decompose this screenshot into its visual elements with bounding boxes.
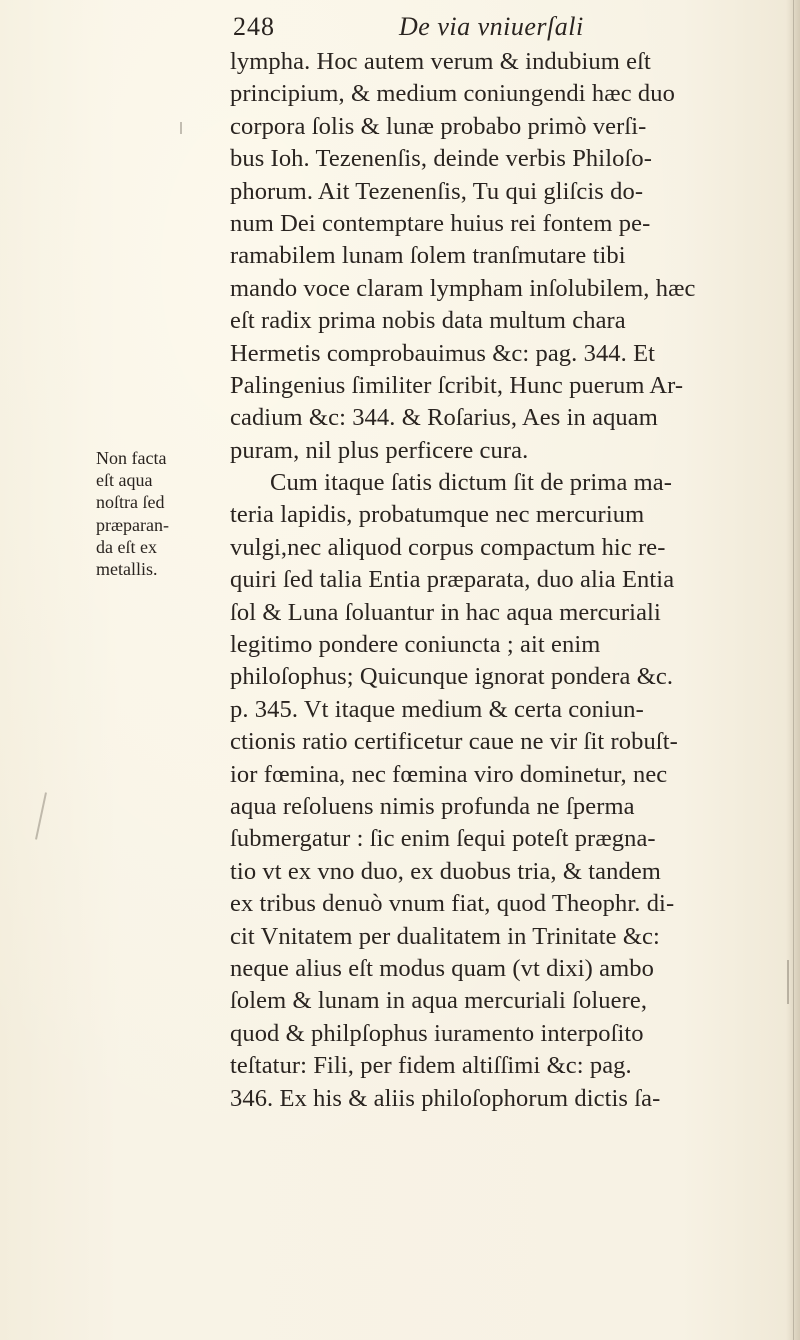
text-line: lympha. Hoc autem verum & indubium eſt [230,48,651,75]
text-line: bus Ioh. Tezenenſis, deinde verbis Philoſo- [230,145,652,173]
body-text [230,46,790,1115]
text-line: neque alius eſt modus quam (vt dixi) ambo [230,954,654,982]
text-line: ior fœmina, nec fœmina viro dominetur, nec [230,760,668,788]
text-line: cit Vnitatem per dualitatem in Trinitate &c: [230,922,660,950]
margin-mark [180,122,182,134]
text-line: cadium &c: 344. & Roſarius, Aes in aquam [230,404,658,432]
text-line: corpora ſolis & lunæ probabo primò verſi- [230,112,647,140]
text-line: Hermetis comprobauimus &c: pag. 344. Et [230,339,656,367]
page-edge-line [793,0,794,1340]
text-line: ramabilem lunam ſolem tranſmutare tibi [230,242,626,270]
text-line: ſubmergatur : ſic enim ſequi poteſt prægna- [230,825,656,853]
text-line: ctionis ratio certificetur caue ne vir ſit robuſt- [230,728,678,756]
text-line: principium, & medium coniungendi hæc duo [230,80,675,108]
text-line: 346. Ex his & aliis philoſophorum dictis ſa- [230,1084,661,1112]
text-line: Palingenius ſimiliter ſcribit, Hunc puerum Ar- [230,371,684,399]
marginal-note-line: præparan- [96,514,169,535]
text-line: quod & philpſophus iuramento interpoſito [230,1019,644,1047]
running-head: De via vniuerſali [399,12,584,41]
text-line: p. 345. Vt itaque medium & certa coniun- [230,695,644,723]
marginal-note-line: noſtra ſed [96,492,165,513]
marginal-note [96,447,226,580]
marginal-note-line: Non facta [96,448,167,468]
text-line: mando voce claram lympham inſolubilem, hæc [230,274,696,302]
text-line: philoſophus; Quicunque ignorat pondera &c. [230,663,674,691]
text-line: ſol & Luna ſoluantur in hac aqua mercuriali [230,598,661,626]
text-line: phorum. Ait Tezenenſis, Tu qui gliſcis do- [230,177,644,205]
margin-mark [35,792,47,839]
marginal-note-line: eſt aqua [96,470,153,491]
text-line: ex tribus denuò vnum fiat, quod Theophr. di- [230,890,675,918]
text-line: puram, nil plus perficere cura. [230,436,529,464]
text-line: legitimo pondere coniuncta ; ait enim [230,631,601,659]
text-line: quiri ſed talia Entia præparata, duo alia Entia [230,566,675,594]
text-line: ſolem & lunam in aqua mercuriali ſoluere, [230,987,648,1015]
text-line: teſtatur: Fili, per fidem altiſſimi &c: pag. [230,1052,632,1080]
text-line: tio vt ex vno duo, ex duobus tria, & tandem [230,857,661,885]
page-header [233,10,773,50]
text-line: aqua reſoluens nimis profunda ne ſperma [230,792,635,820]
text-line: vulgi,nec aliquod corpus compactum hic re- [230,533,666,561]
text-line: teria lapidis, probatumque nec mercurium [230,501,645,529]
text-line: Cum itaque ſatis dictum ſit de prima ma- [270,469,673,497]
text-line: eſt radix prima nobis data multum chara [230,307,626,335]
marginal-note-line: metallis. [96,558,158,579]
marginal-note-line: da eſt ex [96,536,157,557]
text-line: num Dei contemptare huius rei fontem pe- [230,209,651,237]
page-number: 248 [233,12,275,41]
